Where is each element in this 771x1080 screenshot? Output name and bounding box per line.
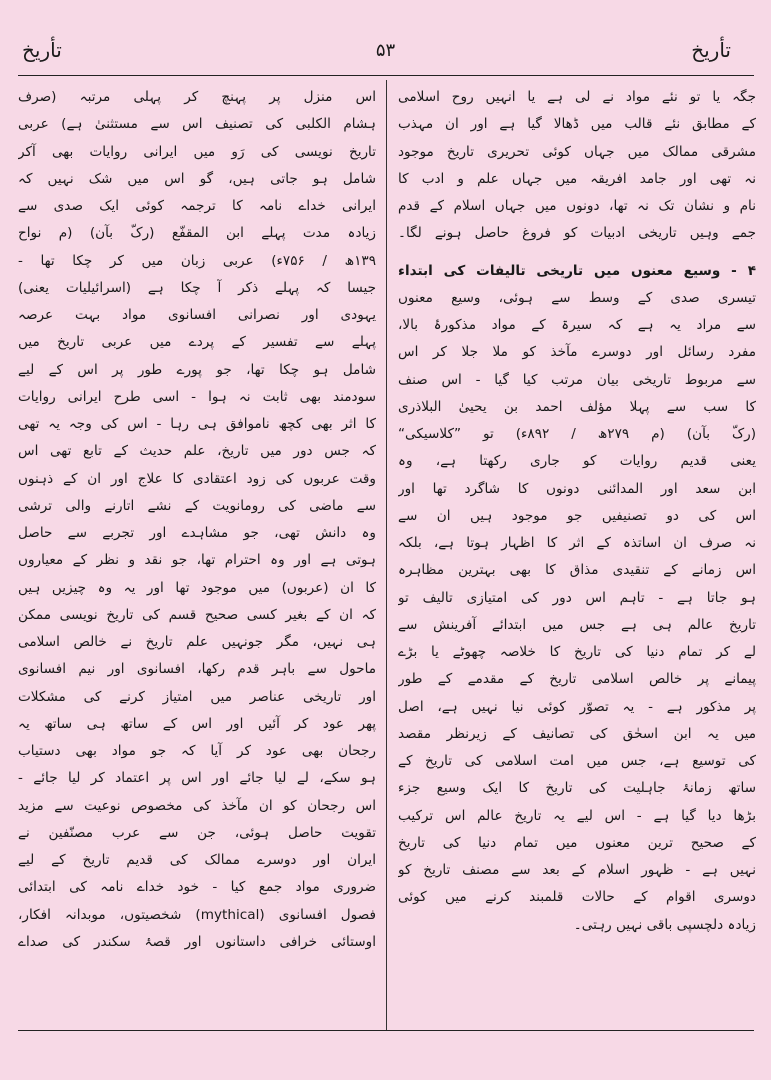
text-line: ماحول سے باہر قدم رکھا، افسانوی اور نیم افسانوی	[18, 661, 376, 678]
text-line: جیسا کہ پہلے ذکر آ چکا ہے (اسرائیلیات یعنی)	[18, 279, 376, 296]
text-line: ضروری مواد جمع کیا - خود خداے نامہ کی ابتدائی	[18, 879, 376, 896]
text-line: شامل ہو چکا تھا، جو پورے طور پر اس کے لیے	[18, 361, 376, 378]
running-header-left: تأريخ	[22, 38, 62, 62]
text-line: ایرانی خداے نامہ کا ترجمہ کوئی ایک صدی سے	[18, 198, 376, 214]
section-heading: ۴ - وسیع معنوں میں تاریخی تالیفات کی ابتداء	[398, 262, 756, 279]
text-line: میں یہ ابن اسحٰق کی تصانیف کے زیرنظر مقصد	[398, 725, 756, 742]
text-line: کہ ان کے بغیر کسی صحیح قسم کی تاریخ نویسی ممکن	[18, 606, 376, 623]
text-line: کہ جس دور میں تاریخ، علم حدیث کے تابع تھی اس	[18, 443, 376, 460]
right-column	[398, 84, 756, 939]
text-line: زیادہ مدت پہلے ابن المقفّع (رکّ بآن) (م نواح	[18, 225, 376, 242]
text-line: ابن سعد اور المدائنی دونوں کا شاگرد تھا اور	[398, 480, 756, 497]
text-line: اور تاریخی عناصر میں امتیاز کرنے کی مشکلات	[18, 688, 376, 705]
text-line: یہودی اور نصرانی افسانوی مواد بہت عرصہ	[18, 307, 376, 323]
text-line: جگہ یا تو نئے مواد نے لی ہے یا انہیں روح اسلامی	[398, 89, 756, 105]
text-line: (رکّ بآن) (م ۲۷۹ھ / ۸۹۲ء) تو ”کلاسیکی“	[398, 426, 756, 442]
text-line: کا سب سے پہلا مؤلف احمد بن یحییٰ البلاذری	[398, 398, 756, 415]
text-line: نہیں ہے - ظہور اسلام کے بعد سے مصنف تاریخ کو	[398, 862, 756, 878]
text-line: سودمند بھی ثابت نہ ہوا - اسی طرح ایرانی روایات	[18, 388, 376, 405]
text-line: پر مذکور ہے - یہ تصوّر کوئی نیا نہیں ہے، اصل	[398, 698, 756, 715]
text-line: سے مربوط تاریخی بیان مرتب کیا گیا - اس صنف	[398, 371, 756, 388]
text-line: زیادہ دلچسپی باقی نہیں رہتی۔	[573, 916, 756, 933]
text-line: ہو جاتا ہے - تاہم اس دور کی امتیازی تالیف تو	[398, 589, 756, 606]
text-line: سے مراد یہ ہے کہ سیرۃ کے مواد مذکورۂ بالا،	[398, 317, 756, 333]
text-line: پھر عود کر آئیں اور اس کے ساتھ ہی ساتھ یہ	[18, 715, 376, 732]
text-line: لے کر تمام دنیا کی تاریخ کا خلاصہ چھوٹے یا بڑے	[398, 644, 756, 660]
text-line: نہ صرف ان اساتذہ کے اثر کا اظہار ہوتا ہے، بلکہ	[398, 535, 756, 551]
column-divider	[386, 80, 387, 1030]
text-line: نہ تھی اور جامد افریقہ میں جہاں علم و ادب کا	[398, 170, 756, 187]
left-column	[18, 84, 376, 956]
text-line: ایران اور دوسرے ممالک کی قدیم تاریخ کے لیے	[18, 852, 376, 868]
text-line: ہشام الکلبی کی تصنیف اس سے مستثنیٰ ہے) عربی	[18, 116, 376, 133]
text-line: اوستائی خرافی داستانوں اور قصۂ سکندر کی صداے	[18, 933, 376, 950]
text-line: ہو سکے، لے لیا جائے اور اس پر اعتماد کر لیا جائے -	[18, 770, 376, 787]
text-line: تاریخ نویسی کی رَو میں ایرانی روایات بھی آکر	[18, 143, 376, 160]
text-line: نام و نشان تک نہ تھا، دونوں میں جہاں اسلام کے قدم	[398, 198, 756, 214]
text-line: کی توسیع ہے، جس میں امت اسلامی کی تاریخ کے	[398, 753, 756, 769]
header-rule	[18, 75, 754, 76]
text-line: جمے وہیں تاریخی ادبیات کو فروغ حاصل ہونے لگا۔	[398, 225, 756, 242]
text-line: مفرد رسائل اور دوسرے مآخذ کو ملا جلا کر اس	[398, 344, 756, 361]
text-line: اس زمانے کے تنقیدی مذاق کا بھی بہترین مظاہرہ	[398, 562, 756, 579]
text-line: ہی نہیں، مگر جونہیں علم تاریخ نے خالص اسلامی	[18, 634, 376, 650]
text-line: کے صحیح ترین معنوں میں تمام دنیا کی تاریخ	[398, 834, 756, 851]
text-line: کا ان (عربوں) میں موجود تھا اور یہ وہ چیزیں ہیں	[18, 579, 376, 596]
text-line: اس منزل پر پہنچ کر پہلی مرتبہ (صرف	[18, 89, 376, 105]
text-line: وہ دانش تھی، جو مشاہدے اور تجربے سے حاصل	[18, 525, 376, 541]
text-line: ہوتی ہے اور وہ احترام تھا، جو نقد و نظر کے معیاروں	[18, 552, 376, 569]
text-line: سے ماضی کی رومانویت کے نشے اتارنے والی ترشی	[18, 497, 376, 514]
text-line: تاریخ عالم ہی ہے جس میں ابتدائے آفرینش سے	[398, 616, 756, 633]
text-line: کے مطابق نئے قالب میں ڈھالا گیا ہے اور ان مہذب	[398, 116, 756, 133]
text-line: مشرقی ممالک میں جہاں کوئی تحریری تاریخ موجود	[398, 143, 756, 160]
text-line: اس کی دو تصنیفیں جو موجود ہیں ان سے	[398, 507, 756, 524]
text-line: فصول افسانوی (mythical) شخصیتوں، موبدانہ افکار،	[18, 906, 376, 923]
text-line: کا اثر بھی کچھ ناموافق ہی رہا - اس کی وجہ یہ تھی	[18, 416, 376, 432]
footer-rule	[18, 1030, 754, 1031]
text-line: اس رجحان کو ان مآخذ کی مخصوص نوعیت سے مزید	[18, 797, 376, 814]
text-line: پیمانے پر خالص اسلامی تاریخ کے مقدمے کے طور	[398, 671, 756, 688]
running-header-right: تأريخ	[691, 38, 731, 62]
text-line: پہلے سے تفسیر کے پردے میں عربی تاریخ میں	[18, 334, 376, 351]
text-line: ۱۳۹ھ / ۷۵۶ء) عربی زبان میں کر چکا تھا -	[18, 252, 376, 269]
text-line: بڑھا دیا گیا ہے - اس لیے یہ تاریخ عالم اس ترکیب	[398, 807, 756, 824]
text-line: دوسری اقوام کے حالات قلمبند کرنے میں کوئی	[398, 889, 756, 906]
text-line: تیسری صدی کے وسط سے ہوئی، وسیع معنوں	[398, 289, 756, 306]
text-line: یعنی قدیم روایات کو جاری رکھتا ہے، وہ	[398, 453, 756, 470]
text-line: شامل ہو جاتی ہیں، گو اس میں شک نہیں کہ	[18, 170, 376, 187]
page-number: ۵۳	[375, 40, 396, 61]
text-line: تقویت حاصل ہوئی، جن سے عرب مصنّفین نے	[18, 824, 376, 841]
text-line: ساتھ زمانۂ جاہلیت کی تاریخ کا ایک وسیع جزء	[398, 780, 756, 797]
text-line: رجحان بھی عود کر آیا کہ جو مواد بھی دستیاب	[18, 743, 376, 759]
text-line: وقت عربوں کی زود اعتقادی کا علاج اور ان کے ذہنوں	[18, 470, 376, 487]
